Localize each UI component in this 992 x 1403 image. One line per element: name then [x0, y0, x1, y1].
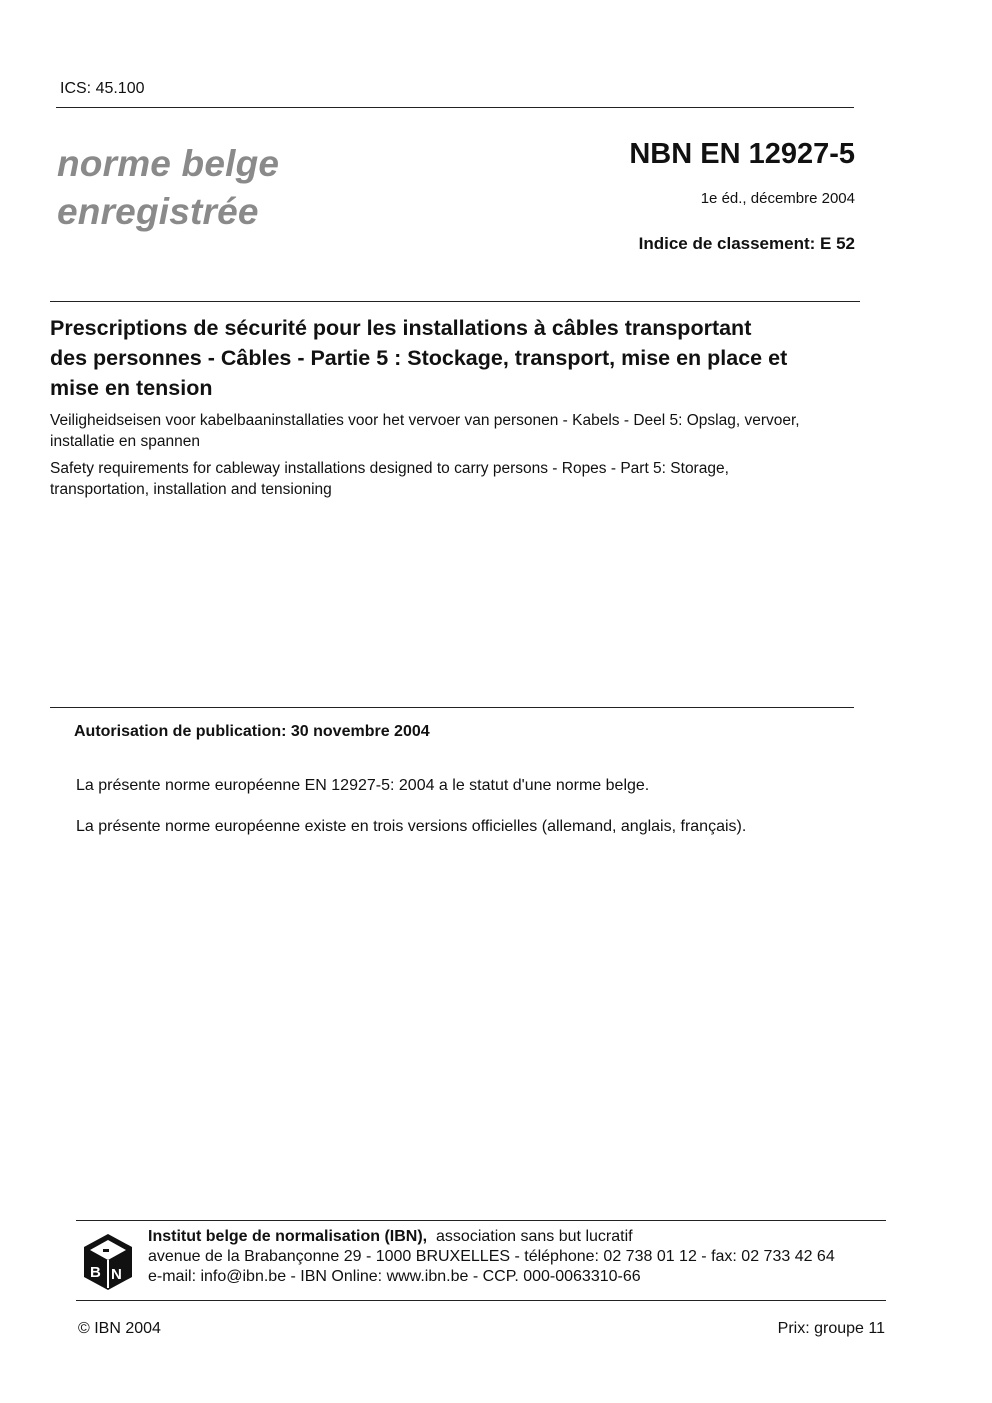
title-french — [50, 313, 860, 403]
organization-address: avenue de la Brabançonne 29 - 1000 BRUXELLES - téléphone: 02 738 01 12 - fax: 02 733 42 64 — [148, 1248, 835, 1265]
ibn-logo-icon — [82, 1232, 134, 1292]
status-statement: La présente norme européenne EN 12927-5: 2004 a le statut d'une norme belge. — [76, 777, 650, 794]
title-rule — [50, 301, 860, 302]
brand-line-1: norme belge — [57, 143, 280, 184]
title-dutch-line-1: Veiligheidseisen voor kabelbaaninstallaties voor het vervoer van personen - Kabels - Deel 5: Opslag, vervoer, — [50, 412, 800, 429]
title-french-line-3: mise en tension — [50, 376, 213, 400]
organization-title: Institut belge de normalisation (IBN), — [148, 1228, 428, 1245]
top-rule — [56, 107, 854, 108]
footer-top-rule — [76, 1220, 886, 1221]
title-dutch — [50, 410, 865, 452]
organization-name — [148, 1228, 633, 1246]
footer-bottom-rule — [76, 1300, 886, 1301]
versions-statement: La présente norme européenne existe en trois versions officielles (allemand, anglais, français). — [76, 818, 747, 835]
title-english-line-2: transportation, installation and tensioning — [50, 481, 332, 498]
copyright: © IBN 2004 — [78, 1320, 161, 1337]
classification-index: Indice de classement: E 52 — [638, 234, 855, 253]
brand-title — [57, 140, 279, 236]
svg-text:B: B — [90, 1264, 101, 1281]
organization-contact: e-mail: info@ibn.be - IBN Online: www.ibn.be - CCP. 000-0063310-66 — [148, 1268, 641, 1285]
publication-rule — [50, 707, 854, 708]
publication-authorization: Autorisation de publication: 30 novembre 2004 — [74, 723, 430, 740]
title-french-line-1: Prescriptions de sécurité pour les installations à câbles transportant — [50, 316, 752, 340]
ics-code: ICS: 45.100 — [60, 80, 145, 97]
title-english — [50, 458, 865, 500]
brand-line-2: enregistrée — [57, 191, 259, 232]
document-number: NBN EN 12927-5 — [629, 138, 855, 170]
edition-date: 1e éd., décembre 2004 — [700, 190, 855, 207]
organization-type: association sans but lucratif — [436, 1228, 633, 1245]
price-group: Prix: groupe 11 — [777, 1320, 885, 1337]
title-english-line-1: Safety requirements for cableway installations designed to carry persons - Ropes - Part 5: Storage, — [50, 460, 729, 477]
svg-text:N: N — [111, 1266, 122, 1283]
title-dutch-line-2: installatie en spannen — [50, 433, 200, 450]
title-french-line-2: des personnes - Câbles - Partie 5 : Stockage, transport, mise en place et — [50, 346, 788, 370]
